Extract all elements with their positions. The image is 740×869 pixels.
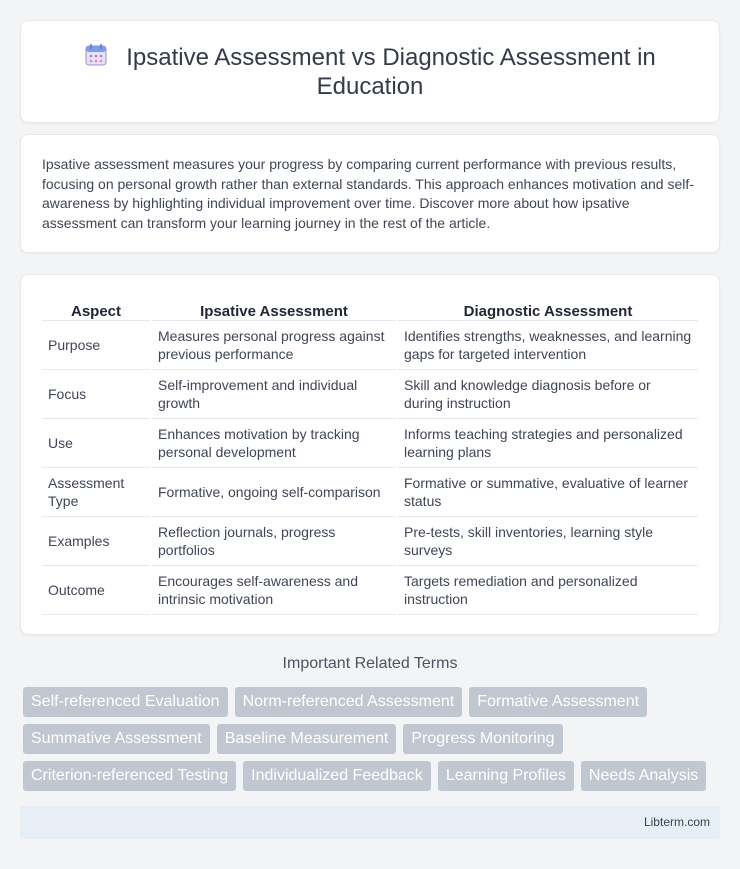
tag-link[interactable]: Criterion-referenced Testing [23, 761, 236, 791]
row-ipsative: Enhances motivation by tracking personal development [151, 418, 397, 467]
row-diagnostic: Skill and knowledge diagnosis before or during instruction [397, 369, 698, 418]
comparison-card [20, 274, 720, 635]
row-aspect: Examples [42, 516, 151, 565]
row-aspect: Focus [42, 369, 151, 418]
row-diagnostic: Formative or summative, evaluative of learner status [397, 467, 698, 516]
title-card [20, 20, 720, 123]
row-aspect: Outcome [42, 565, 151, 614]
row-ipsative: Reflection journals, progress portfolios [151, 516, 397, 565]
row-aspect: Assessment Type [42, 467, 151, 516]
tag-link[interactable]: Summative Assessment [23, 724, 210, 754]
intro-paragraph: Ipsative assessment measures your progress by comparing current performance with previous results, focusing on personal growth rather than external standards. This approach enhances motivation and self-awareness by highlighting individual improvement over time. Discover more about how ipsative assessment can transform your learning journey in the rest of the article. [42, 156, 694, 231]
table-row [42, 516, 698, 565]
row-diagnostic: Identifies strengths, weaknesses, and learning gaps for targeted intervention [397, 320, 698, 369]
intro-card [20, 134, 720, 253]
tag-link[interactable]: Self-referenced Evaluation [23, 687, 228, 717]
row-ipsative: Measures personal progress against previous performance [151, 320, 397, 369]
tag-link[interactable]: Formative Assessment [469, 687, 647, 717]
row-ipsative: Formative, ongoing self-comparison [151, 467, 397, 516]
header-aspect: Aspect [42, 297, 151, 320]
tag-link[interactable]: Needs Analysis [581, 761, 706, 791]
table-row [42, 320, 698, 369]
footer [20, 806, 720, 839]
tag-link[interactable]: Progress Monitoring [403, 724, 562, 754]
table-row [42, 467, 698, 516]
tag-link[interactable]: Individualized Feedback [243, 761, 431, 791]
row-ipsative: Encourages self-awareness and intrinsic motivation [151, 565, 397, 614]
comparison-table [42, 297, 698, 615]
related-terms-list [23, 687, 713, 791]
table-header-row [42, 297, 698, 320]
related-terms-heading: Important Related Terms [282, 655, 458, 672]
tag-link[interactable]: Learning Profiles [438, 761, 574, 791]
row-aspect: Purpose [42, 320, 151, 369]
row-aspect: Use [42, 418, 151, 467]
row-diagnostic: Targets remediation and personalized instruction [397, 565, 698, 614]
page-title-wrap [21, 43, 719, 101]
calendar-icon [84, 43, 108, 67]
tag-link[interactable]: Norm-referenced Assessment [235, 687, 463, 717]
row-diagnostic: Informs teaching strategies and personalized learning plans [397, 418, 698, 467]
header-diagnostic: Diagnostic Assessment [397, 297, 698, 320]
table-row [42, 565, 698, 614]
row-ipsative: Self-improvement and individual growth [151, 369, 397, 418]
table-row [42, 369, 698, 418]
row-diagnostic: Pre-tests, skill inventories, learning style surveys [397, 516, 698, 565]
table-row [42, 418, 698, 467]
footer-site-link[interactable]: Libterm.com [643, 815, 710, 829]
header-ipsative: Ipsative Assessment [151, 297, 397, 320]
tag-link[interactable]: Baseline Measurement [217, 724, 397, 754]
page-title: Ipsative Assessment vs Diagnostic Assessment in Education [126, 44, 656, 100]
